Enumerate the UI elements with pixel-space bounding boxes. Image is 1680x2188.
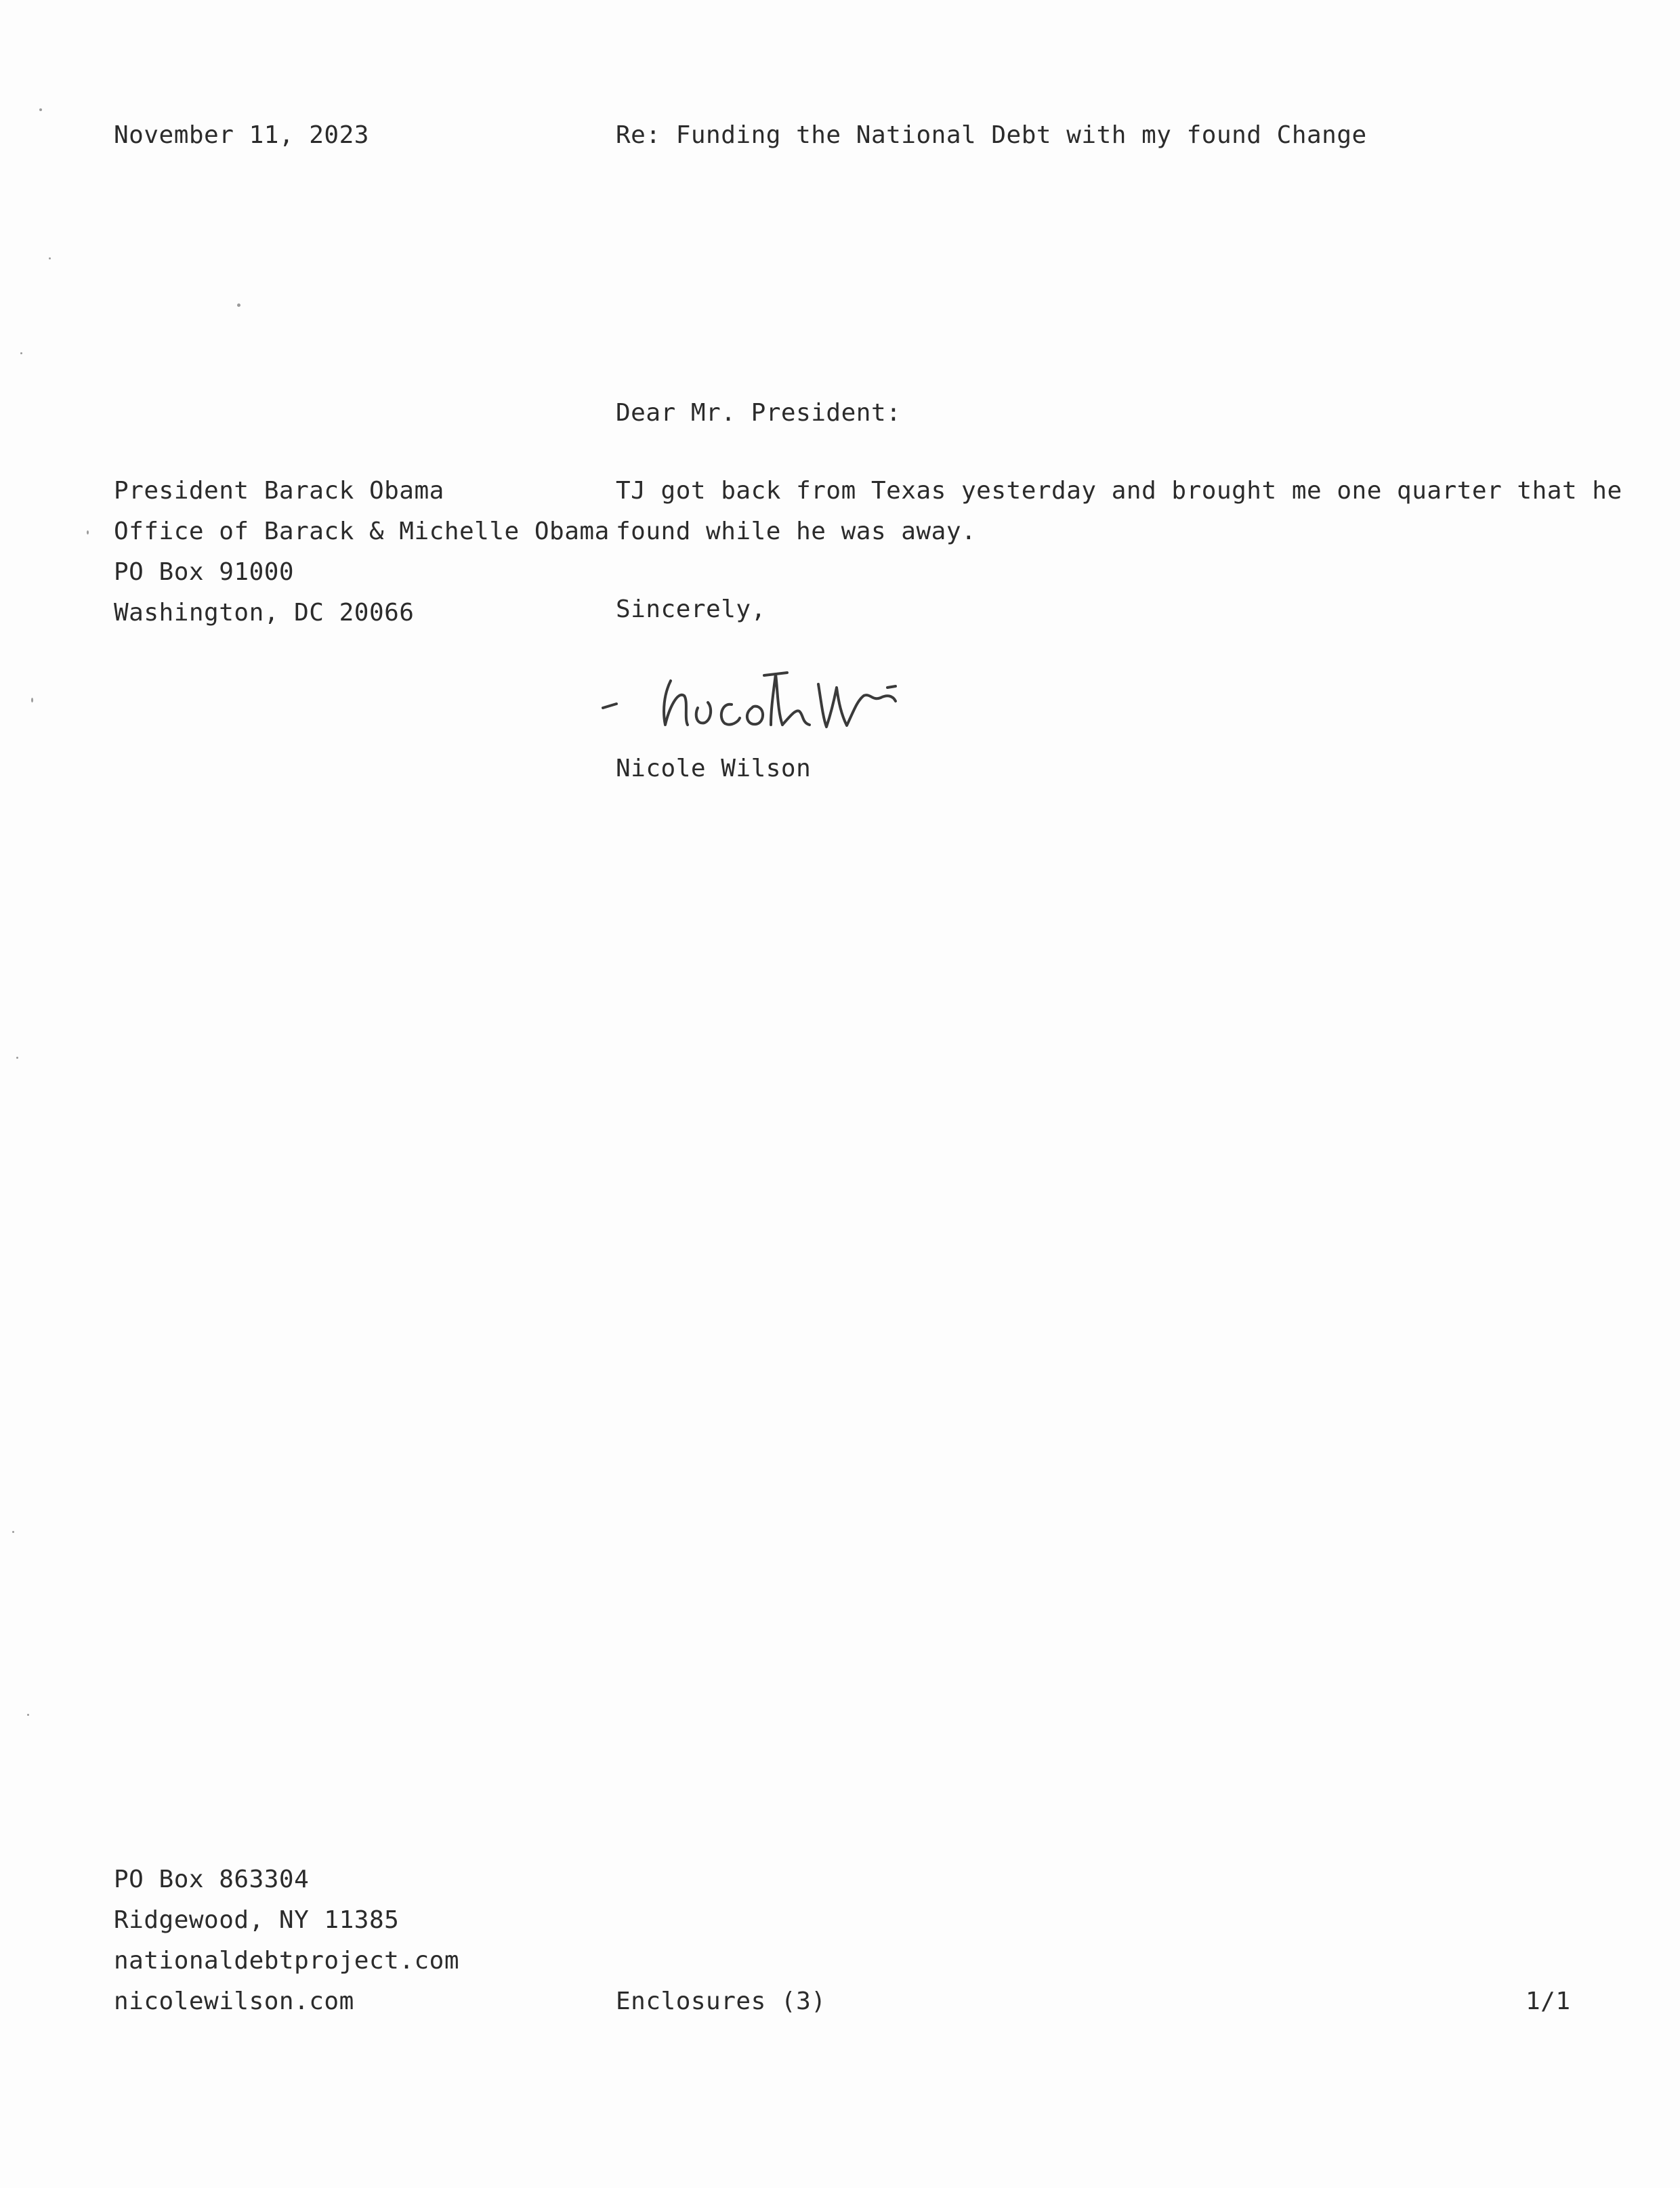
scan-speck — [31, 698, 33, 702]
sender-line: nationaldebtproject.com — [114, 1947, 459, 1975]
letter-date: November 11, 2023 — [114, 121, 369, 149]
scan-speck — [12, 1531, 14, 1533]
sender-address — [114, 1859, 459, 2022]
recipient-line: Office of Barack & Michelle Obama — [114, 518, 610, 545]
body-line: found while he was away. — [616, 518, 977, 545]
scan-speck — [237, 303, 240, 307]
recipient-line: PO Box 91000 — [114, 558, 295, 586]
scan-speck — [87, 530, 89, 534]
recipient-address — [114, 471, 610, 633]
handwritten-signature — [589, 660, 996, 749]
scan-speck — [16, 1057, 18, 1059]
body-line: TJ got back from Texas yesterday and brought me one quarter that he — [616, 477, 1622, 505]
letter-body — [616, 471, 1622, 552]
scan-speck — [27, 1714, 29, 1716]
recipient-line: Washington, DC 20066 — [114, 599, 415, 627]
recipient-line: President Barack Obama — [114, 477, 444, 505]
signer-name: Nicole Wilson — [616, 755, 812, 782]
sender-line: nicolewilson.com — [114, 1987, 354, 2015]
closing: Sincerely, — [616, 595, 766, 623]
enclosures-note: Enclosures (3) — [616, 1987, 826, 2015]
salutation: Dear Mr. President: — [616, 399, 902, 427]
scan-speck — [49, 257, 51, 259]
sender-line: Ridgewood, NY 11385 — [114, 1906, 400, 1934]
scan-speck — [39, 108, 42, 111]
sender-line: PO Box 863304 — [114, 1866, 310, 1893]
page-number: 1/1 — [1526, 1987, 1571, 2015]
scan-speck — [20, 352, 22, 354]
letter-subject: Re: Funding the National Debt with my found Change — [616, 121, 1367, 149]
